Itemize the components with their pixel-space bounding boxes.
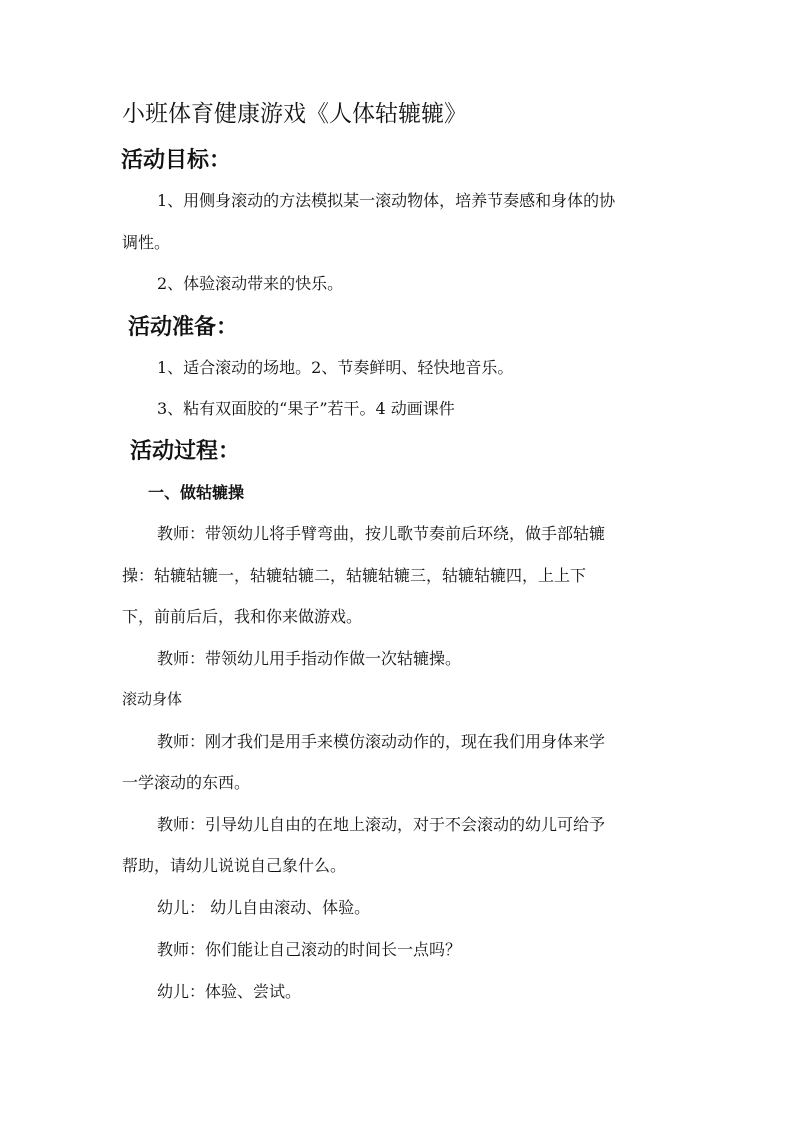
goals-heading: 活动目标： bbox=[121, 147, 232, 173]
preparation-heading: 活动准备： bbox=[128, 314, 239, 340]
teacher-paragraph-3-line-1: 教师：刚才我们是用手来模仿滚动动作的，现在我们用身体来学 bbox=[157, 732, 606, 751]
preparation-line-2: 3、粘有双面胶的“果子”若干。4 动画课件 bbox=[157, 399, 455, 418]
teacher-paragraph-2: 教师：带领幼儿用手指动作做一次轱辘操。 bbox=[157, 649, 462, 668]
teacher-paragraph-4-line-1: 教师：引导幼儿自由的在地上滚动，对于不会滚动的幼儿可给予 bbox=[157, 815, 606, 834]
teacher-paragraph-4-line-2: 帮助，请幼儿说说自己象什么。 bbox=[122, 856, 347, 875]
goal-item-1-line-2: 调性。 bbox=[122, 233, 171, 252]
process-step-1-title: 一、做轱辘操 bbox=[148, 483, 245, 502]
teacher-paragraph-1-line-2: 操：轱辘轱辘一，轱辘轱辘二，轱辘轱辘三，轱辘轱辘四，上上下 bbox=[122, 566, 587, 585]
process-step-2-title: 滚动身体 bbox=[122, 690, 183, 708]
child-paragraph-2: 幼儿：体验、尝试。 bbox=[157, 982, 302, 1001]
child-paragraph-1: 幼儿： 幼儿自由滚动、体验。 bbox=[157, 898, 371, 917]
preparation-line-1: 1、适合滚动的场地。2、节奏鲜明、轻快地音乐。 bbox=[157, 358, 514, 377]
goal-item-2: 2、体验滚动带来的快乐。 bbox=[157, 274, 344, 293]
teacher-paragraph-3-line-2: 一学滚动的东西。 bbox=[122, 773, 251, 792]
teacher-paragraph-1-line-3: 下，前前后后，我和你来做游戏。 bbox=[122, 607, 363, 626]
document-title: 小班体育健康游戏《人体轱辘辘》 bbox=[122, 101, 467, 127]
process-heading: 活动过程： bbox=[130, 438, 241, 464]
goal-item-1-line-1: 1、用侧身滚动的方法模拟某一滚动物体，培养节奏感和身体的协 bbox=[157, 191, 616, 210]
teacher-paragraph-1-line-1: 教师：带领幼儿将手臂弯曲，按儿歌节奏前后环绕，做手部轱辘 bbox=[157, 524, 606, 543]
teacher-paragraph-5: 教师：你们能让自己滚动的时间长一点吗？ bbox=[157, 940, 462, 959]
